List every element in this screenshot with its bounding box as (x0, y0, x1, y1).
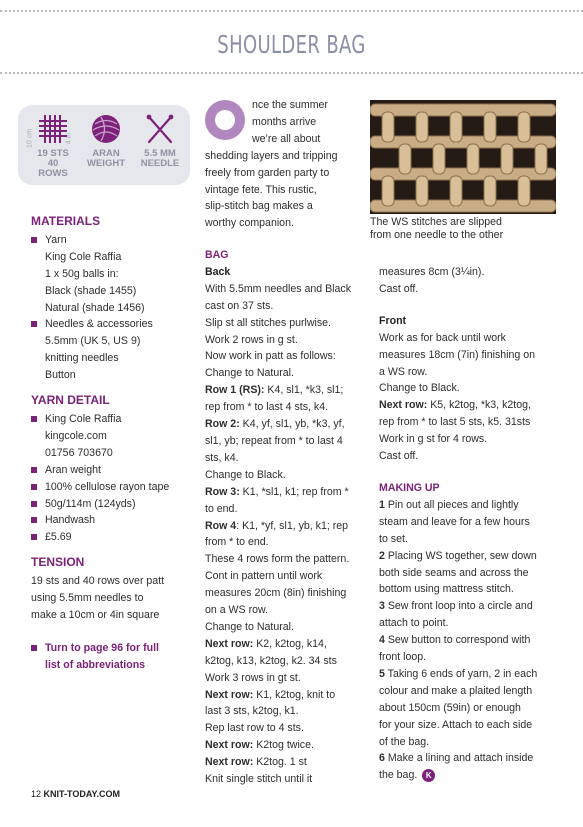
instruction-line (379, 364, 564, 381)
continued-line: measures 8cm (3¼in). (379, 266, 485, 278)
instruction-line-text: These 4 rows form the pattern. (205, 553, 350, 566)
gauge-needle-2: NEEDLE (140, 158, 180, 169)
instruction-line (205, 518, 375, 535)
intro-line: we’re all about (252, 132, 321, 145)
intro-line: freely from garden party to (205, 166, 330, 179)
instruction-line (379, 347, 564, 364)
instruction-line-label: 2 (379, 549, 385, 562)
bag-heading: BAG (205, 249, 229, 261)
instruction-line-text: Placing WS together, sew down (384, 549, 537, 562)
instruction-line (379, 615, 564, 632)
list-item: 100% cellulose rayon tape (31, 479, 196, 496)
instruction-line (205, 382, 375, 399)
instruction-line-text: K2tog. 1 st (253, 756, 307, 769)
instruction-line (205, 754, 375, 771)
yarn-detail-line: kingcole.com (45, 429, 107, 442)
site-url[interactable]: KNIT-TODAY.COM (43, 789, 121, 799)
instruction-line-text: : K1, *yf, sl1, yb, k1; rep (236, 519, 349, 532)
page-footer (31, 789, 120, 799)
gauge-side-label-cm: 10 cm (26, 128, 34, 149)
instruction-line (205, 399, 375, 416)
instruction-line-text: Now work in patt as follows: (205, 350, 336, 363)
instruction-line-text: last 3 sts, k2tog, k1. (205, 705, 299, 718)
front-subheading: Front (379, 314, 407, 327)
instruction-line (379, 666, 564, 683)
instruction-line-text: K4, yf, sl1, yb, *k3, yf, (239, 418, 345, 431)
tension-line: using 5.5mm needles to (31, 592, 144, 605)
making-up-instructions (379, 497, 564, 784)
instruction-line (205, 737, 375, 754)
instruction-line-text: Sew button to correspond with (384, 634, 531, 647)
back-subheading: Back (205, 265, 231, 278)
materials-list (31, 232, 196, 384)
instruction-line (205, 720, 375, 737)
tension-heading: TENSION (31, 555, 85, 570)
instruction-line-text: With 5.5mm needles and Black (205, 282, 352, 295)
list-item: 50g/114m (124yds) (31, 496, 196, 513)
instruction-line-text: cast on 37 sts. (205, 299, 274, 312)
instruction-line-label: 3 (379, 600, 385, 613)
front-instructions (379, 330, 564, 465)
instruction-line (379, 598, 564, 615)
instruction-line-text: Make a lining and attach inside (384, 752, 534, 765)
yarn-ball-icon (90, 113, 122, 145)
caption-line: The WS stitches are slipped (370, 216, 502, 228)
gauge-side-label-in: 4 in (65, 132, 73, 145)
instruction-line-label: Row 4 (205, 519, 237, 532)
instruction-line (205, 433, 375, 450)
list-item: Yarn (31, 232, 196, 249)
instruction-line (379, 734, 564, 751)
instruction-line-text: attach to point. (379, 617, 449, 630)
instruction-line-text: rep from * to last 4 sts, k4. (205, 401, 329, 414)
instruction-line-text: about 150cm (59in) or enough (379, 701, 521, 714)
instruction-line-text: for your size. Attach to each side (379, 718, 533, 731)
instruction-line (379, 565, 564, 582)
making-up-heading: MAKING UP (379, 481, 440, 494)
instruction-line (205, 568, 375, 585)
instruction-line (205, 585, 375, 602)
yarn-detail-line: 01756 703670 (45, 446, 113, 459)
instruction-line (379, 548, 564, 565)
materials-line: 1 x 50g balls in: (45, 267, 119, 280)
instruction-line (205, 467, 375, 484)
list-item: Needles & accessories (31, 316, 196, 333)
gauge-item-needle (138, 113, 182, 169)
instruction-line-text: Sew front loop into a circle and (384, 600, 533, 613)
instruction-line (205, 450, 375, 467)
intro-line: shedding layers and tripping (205, 149, 338, 162)
instruction-line-text: Pin out all pieces and lightly (384, 498, 519, 511)
instruction-line-label: Next row: (205, 739, 254, 752)
instruction-line (205, 653, 375, 670)
intro-line: slip-stitch bag makes a (205, 200, 313, 213)
instruction-line-text: Work in g st for 4 rows. (379, 433, 488, 446)
instruction-line (205, 636, 375, 653)
instruction-line (205, 670, 375, 687)
instruction-line (205, 501, 375, 518)
instruction-line-label: 6 (379, 752, 385, 765)
instruction-line (379, 700, 564, 717)
instruction-line-text: the bag. (379, 769, 418, 782)
instruction-line-text: Knit single stitch until it (205, 773, 313, 786)
instruction-line-text: bottom using mattress stitch. (379, 583, 514, 596)
materials-heading: MATERIALS (31, 214, 101, 228)
instruction-line-text: k2tog, k13, k2tog, k2. 34 sts (205, 654, 337, 667)
instruction-line-text: Rep last row to 4 sts. (205, 722, 304, 735)
instruction-line-label: Next row: (205, 688, 254, 701)
instruction-line (379, 581, 564, 598)
instruction-line-text: sts, k4. (205, 451, 239, 464)
gauge-item-tension (32, 113, 74, 179)
tension-line: make a 10cm or 4in square (31, 608, 160, 621)
instruction-line-text: K2, k2tog, k14, (253, 637, 327, 650)
instruction-line-text: K5, k2tog, *k3, k2tog, (427, 399, 531, 412)
instruction-line (205, 416, 375, 433)
instruction-line-label: Next row: (205, 756, 254, 769)
instruction-line-text: K1, k2tog, knit to (253, 688, 336, 701)
materials-line: Natural (shade 1456) (45, 301, 145, 314)
left-column (31, 213, 196, 674)
instruction-line (379, 397, 564, 414)
gauge-item-weight (84, 113, 128, 169)
instruction-line (379, 448, 564, 465)
intro-line: vintage fete. This rustic, (205, 183, 317, 196)
instruction-line-label: Row 1 (RS): (205, 384, 265, 397)
abbreviations-link-line[interactable]: Turn to page 96 for full (45, 641, 159, 654)
instruction-line-label: Row 3: (205, 485, 240, 498)
instruction-line-text: Change to Natural. (205, 620, 294, 633)
instruction-line-text: Change to Natural. (205, 367, 294, 380)
instruction-line (379, 380, 564, 397)
instruction-line (379, 431, 564, 448)
bag-column (205, 247, 375, 788)
instruction-line (205, 619, 375, 636)
photo-caption (370, 216, 503, 242)
instruction-line-text: Work 2 rows in g st. (205, 333, 298, 346)
instruction-line (205, 315, 375, 332)
title-dotted-rule (0, 72, 583, 74)
gauge-weight-1: ARAN (92, 148, 120, 159)
instruction-line-text: measures 20cm (8in) finishing (205, 587, 347, 600)
instruction-line-label: Row 2: (205, 418, 240, 431)
instruction-line (205, 348, 375, 365)
gauge-rows: 40 ROWS (38, 158, 68, 179)
instruction-line-text: K2tog twice. (253, 739, 314, 752)
instruction-line (379, 497, 564, 514)
page-title: SHOULDER BAG (217, 30, 366, 59)
instruction-line-text: to end. (205, 502, 238, 515)
materials-line: Black (shade 1455) (45, 284, 137, 297)
end-mark-icon: K (422, 769, 435, 782)
tension-line: 19 sts and 40 rows over patt (31, 575, 165, 588)
instruction-line (205, 298, 375, 315)
instruction-line-text: K1, *sl1, k1; rep from * (239, 485, 349, 498)
instruction-line (379, 632, 564, 649)
instruction-line-text: Slip st all stitches purlwise. (205, 316, 331, 329)
instruction-line (205, 551, 375, 568)
instruction-line-text: K4, sl1, *k3, sl1; (264, 384, 344, 397)
list-item: £5.69 (31, 529, 196, 546)
stitch-photo (370, 100, 556, 214)
yarn-detail-heading: YARN DETAIL (31, 393, 110, 408)
gauge-weight-2: WEIGHT (87, 158, 125, 169)
instruction-line-text: rep from * to last 5 sts, k5. 31sts (379, 416, 531, 429)
knitting-needles-icon (144, 113, 176, 145)
instruction-line-label: 1 (379, 498, 385, 511)
materials-line: knitting needles (45, 352, 119, 365)
instruction-line-text: on a WS row. (205, 604, 268, 617)
list-item: King Cole Raffia (31, 411, 196, 428)
instruction-line-text: Change to Black. (205, 468, 286, 481)
list-item: Handwash (31, 512, 196, 529)
instruction-line (379, 649, 564, 666)
abbreviations-link-line[interactable]: list of abbreviations (45, 658, 146, 671)
gauge-needle-1: 5.5 MM (144, 148, 176, 159)
gauge-sts: 19 STS (37, 148, 69, 159)
instruction-line-text: Work 3 rows in gt st. (205, 671, 301, 684)
instruction-line (379, 683, 564, 700)
page-number: 12 (31, 789, 42, 799)
materials-line: Button (45, 369, 76, 382)
instruction-line (379, 531, 564, 548)
gauge-panel (18, 105, 190, 185)
intro-line: months arrive (252, 115, 317, 128)
instruction-line-text: measures 18cm (7in) finishing on (379, 348, 536, 361)
bag-instructions (205, 281, 375, 788)
right-column (379, 264, 564, 784)
instruction-line-label: 5 (379, 667, 385, 680)
instruction-line (205, 771, 375, 788)
instruction-line-text: sl1, yb; repeat from * to last 4 (205, 434, 343, 447)
instruction-line-label: Next row: (205, 637, 254, 650)
instruction-line-text: from * to end. (205, 536, 269, 549)
continued-line: Cast off. (379, 282, 419, 295)
instruction-line (205, 281, 375, 298)
intro-text (205, 97, 365, 232)
instruction-line (205, 332, 375, 349)
instruction-line (205, 484, 375, 501)
instruction-line-text: steam and leave for a few hours (379, 515, 530, 528)
instruction-line (379, 514, 564, 531)
instruction-line (205, 365, 375, 382)
abbreviations-link[interactable] (31, 640, 196, 674)
instruction-line (379, 330, 564, 347)
materials-line: 5.5mm (UK 5, US 9) (45, 335, 141, 348)
instruction-line-label: Next row: (379, 399, 428, 412)
instruction-line-text: Cont in pattern until work (205, 570, 323, 583)
caption-line: from one needle to the other (370, 229, 504, 241)
instruction-line-text: Cast off. (379, 450, 419, 463)
instruction-line-text: Change to Black. (379, 382, 460, 395)
instruction-line-text: Taking 6 ends of yarn, 2 in each (384, 667, 538, 680)
instruction-line (205, 602, 375, 619)
instruction-line (205, 534, 375, 551)
materials-line: King Cole Raffia (45, 250, 122, 263)
list-item: Aran weight (31, 462, 196, 479)
yarn-detail-list (31, 411, 196, 546)
instruction-line (379, 717, 564, 734)
intro-line: nce the summer (252, 99, 328, 111)
instruction-line-text: colour and make a plaited length (379, 684, 533, 697)
instruction-line (379, 750, 564, 767)
instruction-line-text: a WS row. (379, 365, 428, 378)
instruction-line-text: front loop. (379, 651, 427, 664)
grid-icon (37, 113, 69, 145)
instruction-line-text: Work as for back until work (379, 331, 506, 344)
instruction-line (379, 767, 564, 784)
instruction-line (379, 414, 564, 431)
intro-line: worthy companion. (205, 217, 294, 230)
top-dotted-rule (0, 10, 583, 12)
instruction-line-text: both side seams and across the (379, 566, 529, 579)
instruction-line (205, 703, 375, 720)
instruction-line (205, 687, 375, 704)
instruction-line-text: to set. (379, 532, 408, 545)
instruction-line-text: of the bag. (379, 735, 430, 748)
instruction-line-label: 4 (379, 634, 385, 647)
